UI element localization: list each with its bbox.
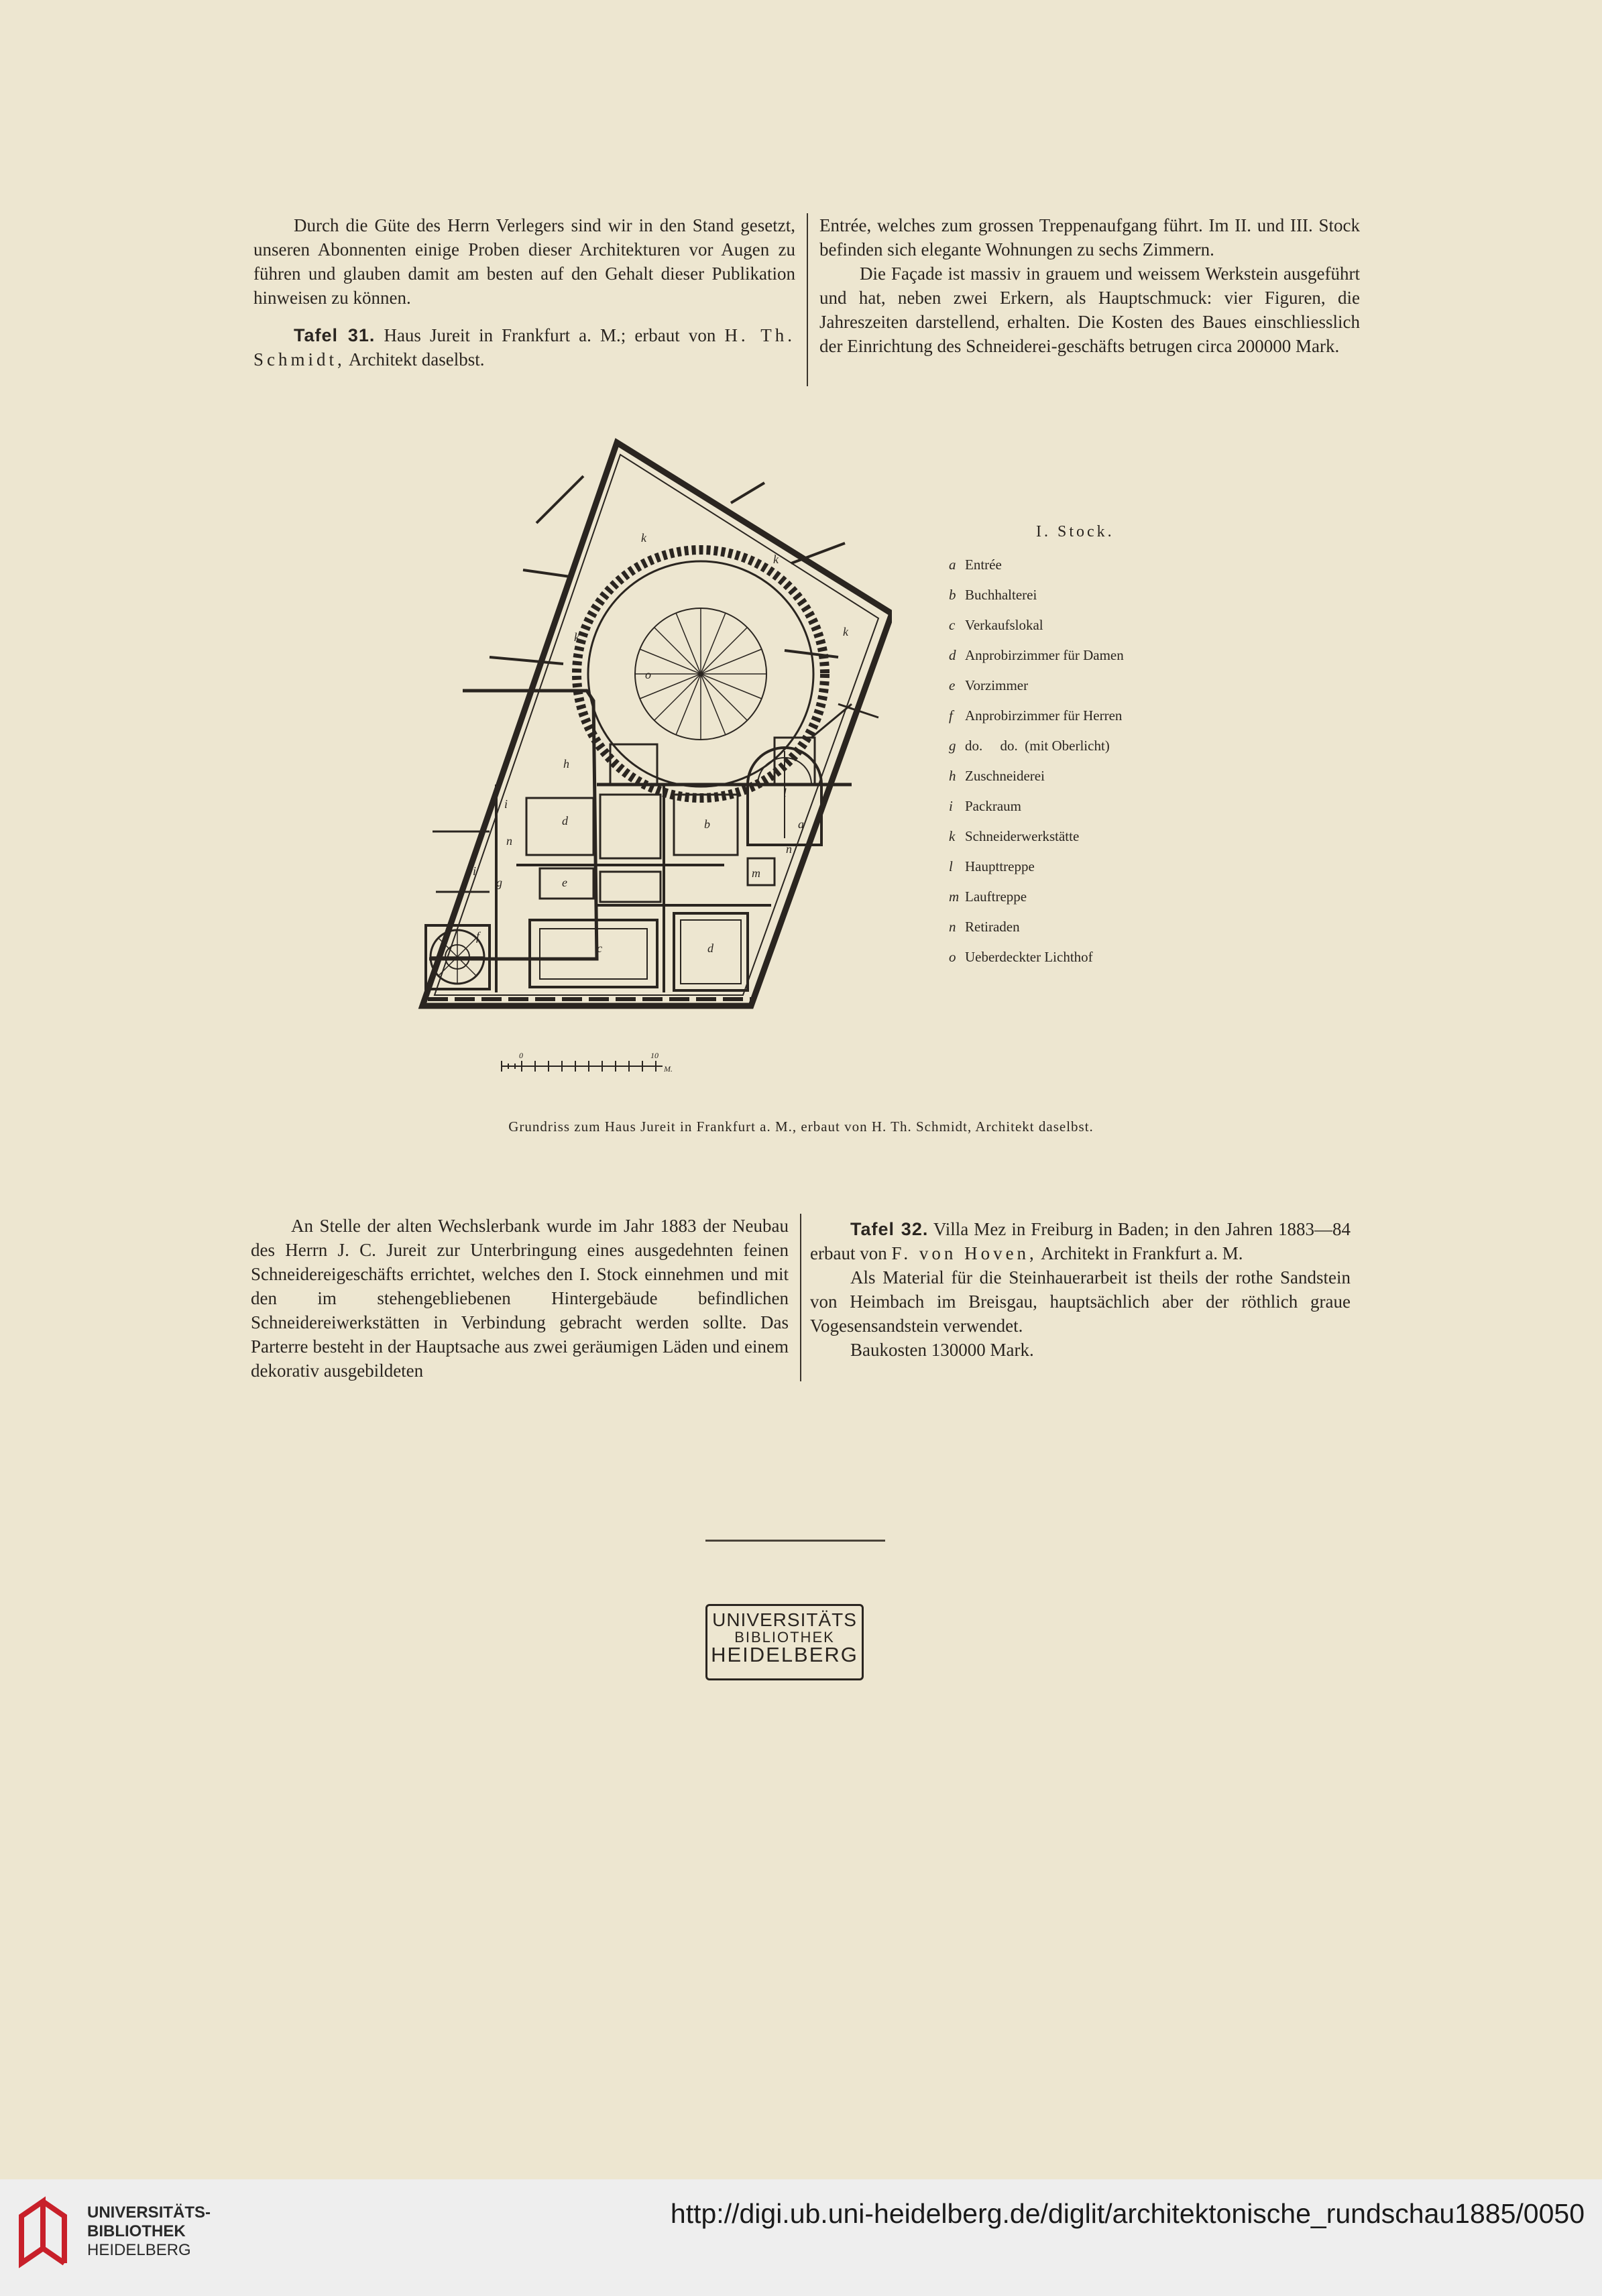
- tafel-32-paragraph: [810, 1217, 1351, 1265]
- plan-label-c: c: [597, 941, 602, 955]
- figure-caption: Grundriss zum Haus Jureit in Frankfurt a. M., erbaut von H. Th. Schmidt, Architekt daselbst.: [508, 1118, 1094, 1135]
- tafel-31-architect: H. Th. Schmidt,: [253, 325, 796, 369]
- library-stamp: [705, 1604, 864, 1680]
- tafel-32-text-2: Architekt in Frankfurt a. M.: [1041, 1243, 1243, 1263]
- baukosten-paragraph: Baukosten 130000 Mark.: [850, 1340, 1034, 1360]
- plan-label-h: h: [563, 757, 569, 770]
- legend-item: e Vorzimmer: [949, 677, 1029, 693]
- top-right-column: [819, 213, 1360, 358]
- stamp-line-3: HEIDELBERG: [711, 1643, 858, 1666]
- plan-label-l: l: [783, 786, 787, 799]
- scale-bar: [495, 1051, 683, 1078]
- entree-paragraph: Entrée, welches zum grossen Treppenaufgang führt. Im II. und III. Stock befinden sich elegante Wohnungen zu sechs Zimmern.: [819, 215, 1360, 260]
- plan-label-b: b: [704, 817, 710, 831]
- legend-item: h Zuschneiderei: [949, 768, 1045, 784]
- plan-label-k4: k: [843, 625, 848, 638]
- library-logo-icon: [16, 2196, 75, 2277]
- plan-label-a: a: [798, 817, 804, 831]
- top-column-rule: [807, 213, 808, 386]
- tafel-32-text-1: Villa Mez in Freiburg in Baden; in den Jahren 1883—84 erbaut von: [810, 1219, 1351, 1263]
- plan-label-i2: i: [473, 864, 477, 878]
- legend-item: l Haupttreppe: [949, 858, 1035, 874]
- plan-label-o: o: [645, 668, 651, 681]
- legend-item: a Entrée: [949, 557, 1002, 573]
- stamp-line-2: BIBLIOTHEK: [734, 1629, 835, 1646]
- material-paragraph: Als Material für die Steinhauerarbeit ist theils der rothe Sandstein von Heimbach im Breisgau, hauptsächlich aber der röthlich graue Vogesensandstein verwendet.: [810, 1267, 1351, 1336]
- plan-label-k1: k: [641, 531, 646, 544]
- plan-label-k3: k: [574, 630, 579, 644]
- tafel-31-architect-rest: Architekt daselbst.: [349, 349, 485, 369]
- tafel-32-label: Tafel 32.: [850, 1219, 929, 1239]
- plan-label-k2: k: [773, 553, 779, 566]
- source-url[interactable]: http://digi.ub.uni-heidelberg.de/diglit/architektonische_rundschau1885/0050: [670, 2198, 1585, 2229]
- plan-label-d2: d: [707, 941, 713, 955]
- legend-item: n Retiraden: [949, 919, 1020, 935]
- bottom-column-rule: [800, 1214, 801, 1381]
- logo-line-3: HEIDELBERG: [87, 2241, 191, 2259]
- legend-item: c Verkaufslokal: [949, 617, 1043, 633]
- plan-label-n1: n: [506, 834, 512, 848]
- legend-item: f Anprobirzimmer für Herren: [949, 707, 1123, 724]
- legend-item: b Buchhalterei: [949, 587, 1037, 603]
- legend-item: g do. do. (mit Oberlicht): [949, 738, 1110, 754]
- plan-label-d1: d: [562, 814, 568, 827]
- bottom-right-column: [810, 1217, 1351, 1362]
- scale-unit: M.: [664, 1064, 673, 1074]
- tafel-31-label: Tafel 31.: [294, 325, 376, 345]
- stamp-line-1: UNIVERSITÄTS: [712, 1609, 857, 1630]
- tafel-32-architect: F. von Hoven,: [891, 1243, 1037, 1263]
- facade-paragraph: Die Façade ist massiv in grauem und weissem Werkstein ausgeführt und hat, neben zwei Erkern, als Hauptschmuck: vier Figuren, die Jahreszeiten darstellend, erhalten. Die Kosten des Baues einschliesslich der Einrichtung des Schneiderei-geschäfts betrugen circa 200000 Mark.: [819, 264, 1360, 356]
- plan-label-n2: n: [786, 842, 792, 856]
- intro-paragraph: Durch die Güte des Herrn Verlegers sind wir in den Stand gesetzt, unseren Abonnenten einige Proben dieser Architekturen vor Augen zu führen und glauben damit am besten auf den Gehalt dieser Publikation hinweisen zu können.: [253, 215, 795, 308]
- top-left-column: [253, 213, 795, 371]
- plan-legend: [949, 550, 1124, 972]
- legend-item: m Lauftreppe: [949, 888, 1027, 905]
- legend-item: i Packraum: [949, 798, 1021, 814]
- floor-plan: [409, 436, 892, 1080]
- scale-zero: 0: [519, 1051, 523, 1060]
- plan-label-m: m: [752, 866, 760, 880]
- wechslerbank-paragraph: An Stelle der alten Wechslerbank wurde im Jahr 1883 der Neubau des Herrn J. C. Jureit zur Unterbringung eines ausgedehnten feinen Schneidereigeschäfts errichtet, welches den I. Stock einnehmen und mit den im stehengebliebenen Hintergebäude befindlichen Schneidereiwerkstätten in Verbindung gebracht werden sollte. Das Parterre besteht in der Hauptsache aus zwei geräumigen Läden und einem dekorativ ausgebildeten: [251, 1216, 789, 1381]
- footer-bar: [0, 2179, 1602, 2296]
- closing-rule: [705, 1540, 885, 1542]
- plan-label-f: f: [476, 929, 480, 943]
- plan-label-e: e: [562, 876, 567, 889]
- tafel-31-text: Haus Jureit in Frankfurt a. M.; erbaut von: [384, 325, 716, 345]
- scale-ten: 10: [650, 1051, 659, 1060]
- plan-label-g: g: [496, 876, 502, 889]
- logo-line-1: UNIVERSITÄTS-: [87, 2203, 211, 2222]
- tafel-31-paragraph: [253, 323, 795, 371]
- logo-line-2: BIBLIOTHEK: [87, 2222, 186, 2240]
- legend-item: d Anprobirzimmer für Damen: [949, 647, 1124, 663]
- legend-item: o Ueberdeckter Lichthof: [949, 949, 1093, 965]
- library-logo-text: [87, 2203, 211, 2260]
- legend-item: k Schneiderwerkstätte: [949, 828, 1080, 844]
- bottom-left-column: [251, 1214, 789, 1383]
- plan-label-i1: i: [504, 797, 508, 811]
- legend-title: I. Stock.: [1036, 523, 1114, 540]
